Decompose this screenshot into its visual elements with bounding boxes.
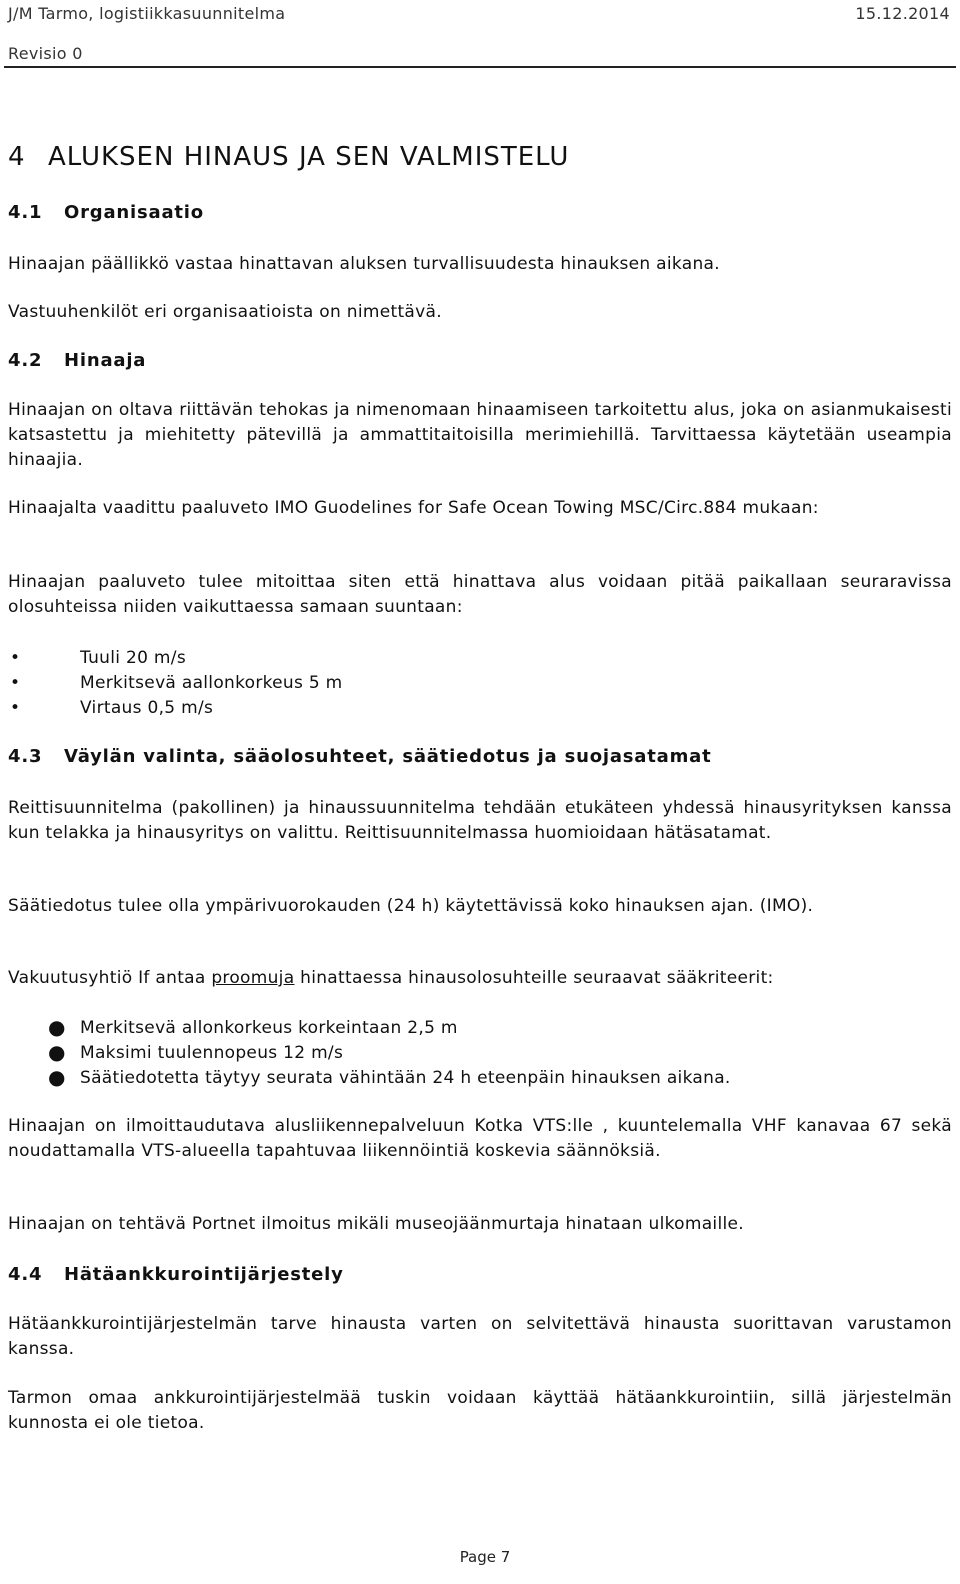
paragraph: Hätäankkurointijärjestelmän tarve hinausta varten on selvitettävä hinausta suorittavan varustamon kanssa. bbox=[8, 1314, 952, 1359]
list-item: ● Maksimi tuulennopeus 12 m/s bbox=[48, 1040, 344, 1064]
paragraph: Hinaajan paaluveto tulee mitoittaa siten että hinattava alus voidaan pitää paikallaan seuraravissa olosuhteissa niiden vaikuttaessa samaan suuntaan: bbox=[8, 572, 952, 617]
section-number: 4.3 bbox=[8, 746, 43, 767]
header-revision: Revisio 0 bbox=[8, 44, 83, 63]
section-title: Organisaatio bbox=[64, 202, 204, 223]
section-heading-4-4 bbox=[8, 1264, 344, 1285]
section-number: 4.4 bbox=[8, 1264, 43, 1285]
paragraph: Vastuuhenkilöt eri organisaatioista on nimettävä. bbox=[8, 302, 442, 322]
bullet-icon: • bbox=[10, 648, 21, 668]
section-number: 4.1 bbox=[8, 202, 43, 223]
list-item: • Merkitsevä aallonkorkeus 5 m bbox=[8, 671, 952, 696]
section-title: Hinaaja bbox=[64, 350, 147, 371]
paragraph: Hinaajan on oltava riittävän tehokas ja nimenomaan hinaamiseen tarkoitettu alus, joka on asianmukaisesti katsastettu ja miehitetty pätevillä ja ammattitaitoisilla merimiehillä. Tarvittaessa käytetään useampia hinaajia. bbox=[8, 400, 952, 470]
chapter-number: 4 bbox=[8, 142, 26, 172]
page-header bbox=[8, 4, 950, 23]
paragraph: Hinaajalta vaadittu paaluveto IMO Guodelines for Safe Ocean Towing MSC/Circ.884 mukaan: bbox=[8, 498, 819, 518]
section-number: 4.2 bbox=[8, 350, 43, 371]
page-footer bbox=[0, 1548, 960, 1566]
bullet-icon: ● bbox=[48, 1065, 66, 1089]
list-item: • Virtaus 0,5 m/s bbox=[8, 696, 952, 721]
paragraph: Reittisuunnitelma (pakollinen) ja hinaussuunnitelma tehdään etukäteen yhdessä hinausyrityksen kanssa kun telakka ja hinausyritys on valittu. Reittisuunnitelmassa huomioidaan hätäsatamat. bbox=[8, 798, 952, 843]
header-divider bbox=[4, 66, 956, 68]
paragraph: Hinaajan on ilmoittaudutava alusliikennepalveluun Kotka VTS:lle , kuuntelemalla VHF kanavaa 67 sekä noudattamalla VTS-alueella tapahtuvaa liikennöintiä koskevia säännöksiä. bbox=[8, 1116, 952, 1161]
paragraph: Vakuutusyhtiö If antaa proomuja hinattaessa hinausolosuhteille seuraavat sääkriteerit: bbox=[8, 968, 774, 988]
bullet-icon: • bbox=[10, 698, 21, 718]
bullet-list bbox=[8, 646, 952, 721]
paragraph: Säätiedotus tulee olla ympärivuorokauden (24 h) käytettävissä koko hinauksen ajan. (IMO). bbox=[8, 896, 814, 916]
header-date: 15.12.2014 bbox=[855, 4, 950, 23]
section-title: Väylän valinta, sääolosuhteet, säätiedotus ja suojasatamat bbox=[64, 746, 712, 767]
section-title: Hätäankkurointijärjestely bbox=[64, 1264, 344, 1285]
list-item: • Tuuli 20 m/s bbox=[8, 646, 952, 671]
bullet-icon: • bbox=[10, 673, 21, 693]
chapter-title: ALUKSEN HINAUS JA SEN VALMISTELU bbox=[48, 142, 570, 172]
list-item: ● Säätiedotetta täytyy seurata vähintään 24 h eteenpäin hinauksen aikana. bbox=[48, 1065, 731, 1089]
page-header-revision-row bbox=[8, 44, 950, 63]
section-heading-4-2 bbox=[8, 350, 146, 371]
page-number: Page 7 bbox=[459, 1548, 511, 1566]
section-heading-4-1 bbox=[8, 202, 204, 223]
section-heading-4-3 bbox=[8, 746, 712, 767]
bullet-icon: ● bbox=[48, 1040, 66, 1064]
bullet-icon: ● bbox=[48, 1015, 66, 1039]
underlined-term: proomuja bbox=[211, 968, 295, 988]
bullet-list bbox=[8, 1016, 952, 1091]
chapter-heading bbox=[8, 142, 569, 172]
header-author: J/M Tarmo, logistiikkasuunnitelma bbox=[8, 4, 286, 23]
paragraph: Tarmon omaa ankkurointijärjestelmää tuskin voidaan käyttää hätäankkurointiin, sillä järjestelmän kunnosta ei ole tietoa. bbox=[8, 1388, 952, 1433]
list-item: ● Merkitsevä allonkorkeus korkeintaan 2,5 m bbox=[48, 1015, 458, 1039]
paragraph: Hinaajan on tehtävä Portnet ilmoitus mikäli museojäänmurtaja hinataan ulkomaille. bbox=[8, 1214, 744, 1234]
paragraph: Hinaajan päällikkö vastaa hinattavan aluksen turvallisuudesta hinauksen aikana. bbox=[8, 254, 720, 274]
